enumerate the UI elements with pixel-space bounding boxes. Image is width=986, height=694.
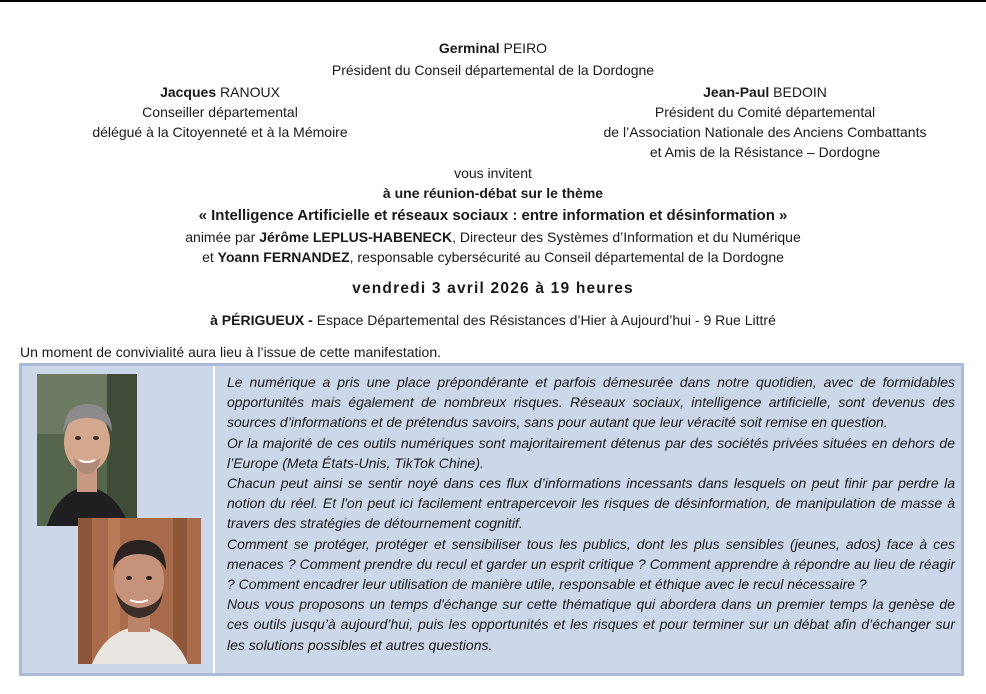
left-person-last-name: RANOUX bbox=[220, 84, 280, 100]
speaker-photo-2 bbox=[78, 518, 201, 664]
host-title: Président du Conseil départemental de la Dordogne bbox=[331, 62, 655, 78]
host-role-1: , Directeur des Systèmes d’Information et du Numérique bbox=[452, 229, 801, 245]
event-venue: Espace Départemental des Résistances d’Hier à Aujourd’hui bbox=[312, 312, 692, 328]
invite-line1: vous invitent bbox=[454, 165, 532, 181]
paragraph-1: Le numérique a pris une place prépondérante et parfois démesurée dans notre quotidien, avec de formidables opportunités mais également de nombreux risques. Réseaux sociaux, intelligence artificielle, sont devenus des sources d’informations et de prétendus savoirs, sans pour autant que leur véracité soit remise en question. bbox=[227, 374, 955, 431]
paragraph-5: Nous vous proposons un temps d'échange sur cette thématique qui abordera dans un premier temps la genèse de ces outils jusqu’à aujourd’hui, puis les opportunités et les risques et pour terminer sur un débat afin d’échanger sur les solutions possibles et autres questions. bbox=[227, 596, 955, 653]
theme-title: « Intelligence Artificielle et réseaux sociaux : entre information et désinformation » bbox=[198, 207, 788, 224]
hosts-prefix-2: et bbox=[202, 249, 218, 265]
left-person-line2: délégué à la Citoyenneté et à la Mémoire bbox=[92, 124, 348, 140]
speaker-photo-1 bbox=[37, 374, 137, 526]
event-location bbox=[0, 311, 986, 330]
host-last-name: PEIRO bbox=[503, 40, 548, 56]
description-text bbox=[227, 372, 955, 655]
host-speaker-2: Yoann FERNANDEZ bbox=[217, 249, 350, 265]
right-person-block bbox=[580, 82, 950, 162]
invite-line2: à une réunion-débat sur le thème bbox=[382, 185, 604, 201]
box-divider bbox=[213, 366, 215, 673]
right-person-name bbox=[580, 82, 950, 102]
hosts-line-2 bbox=[0, 248, 986, 267]
left-person-block bbox=[55, 82, 385, 142]
top-rule bbox=[0, 0, 986, 2]
host-name bbox=[0, 39, 986, 58]
host-first-name: Germinal bbox=[438, 40, 500, 56]
paragraph-3: Chacun peut ainsi se sentir noyé dans ces flux d’informations incessants dans lesquels on peut finir par perdre la notion du réel. Et l'on peut ici facilement entrapercevoir les risques de désinformation, de manipulation de masse à travers des stratégies de détournement cognitif. bbox=[227, 475, 955, 532]
host-speaker-1: Jérôme LEPLUS-HABENECK bbox=[259, 229, 453, 245]
right-person-first-name: Jean-Paul bbox=[703, 84, 770, 100]
right-person-line1: Président du Comité départemental bbox=[654, 104, 876, 120]
conviviality-note: Un moment de convivialité aura lieu à l’issue de cette manifestation. bbox=[20, 344, 441, 360]
right-person-last-name: BEDOIN bbox=[773, 84, 827, 100]
event-city: à PÉRIGUEUX - bbox=[210, 312, 313, 328]
paragraph-4: Comment se protéger, protéger et sensibiliser tous les publics, dont les plus sensibles (jeunes, ados) face à ces menaces ? Comment prendre du recul et garder un esprit critique ? Comment apprendre à répondre au lieu de réagir ? Comment encadrer leur utilisation de manière utile, responsable et éthique avec le recul nécessaire ? bbox=[227, 535, 955, 593]
host-role-2: , responsable cybersécurité au Conseil départemental de la Dordogne bbox=[349, 249, 784, 265]
left-person-name bbox=[55, 82, 385, 102]
description-box bbox=[19, 363, 964, 676]
right-person-line3: et Amis de la Résistance – Dordogne bbox=[649, 144, 881, 160]
right-person-line2: de l’Association Nationale des Anciens Combattants bbox=[603, 124, 927, 140]
left-person-line1: Conseiller départemental bbox=[142, 104, 298, 120]
left-person-first-name: Jacques bbox=[160, 84, 217, 100]
event-date: vendredi 3 avril 2026 à 19 heures bbox=[352, 280, 634, 297]
event-address: - 9 Rue Littré bbox=[691, 312, 776, 328]
paragraph-2: Or la majorité de ces outils numériques sont majoritairement détenus par des sociétés privées situées en dehors de l’Europe (Meta États-Unis, TikTok Chine). bbox=[227, 434, 955, 471]
hosts-prefix-1: animée par bbox=[185, 229, 260, 245]
hosts-line-1 bbox=[0, 228, 986, 247]
